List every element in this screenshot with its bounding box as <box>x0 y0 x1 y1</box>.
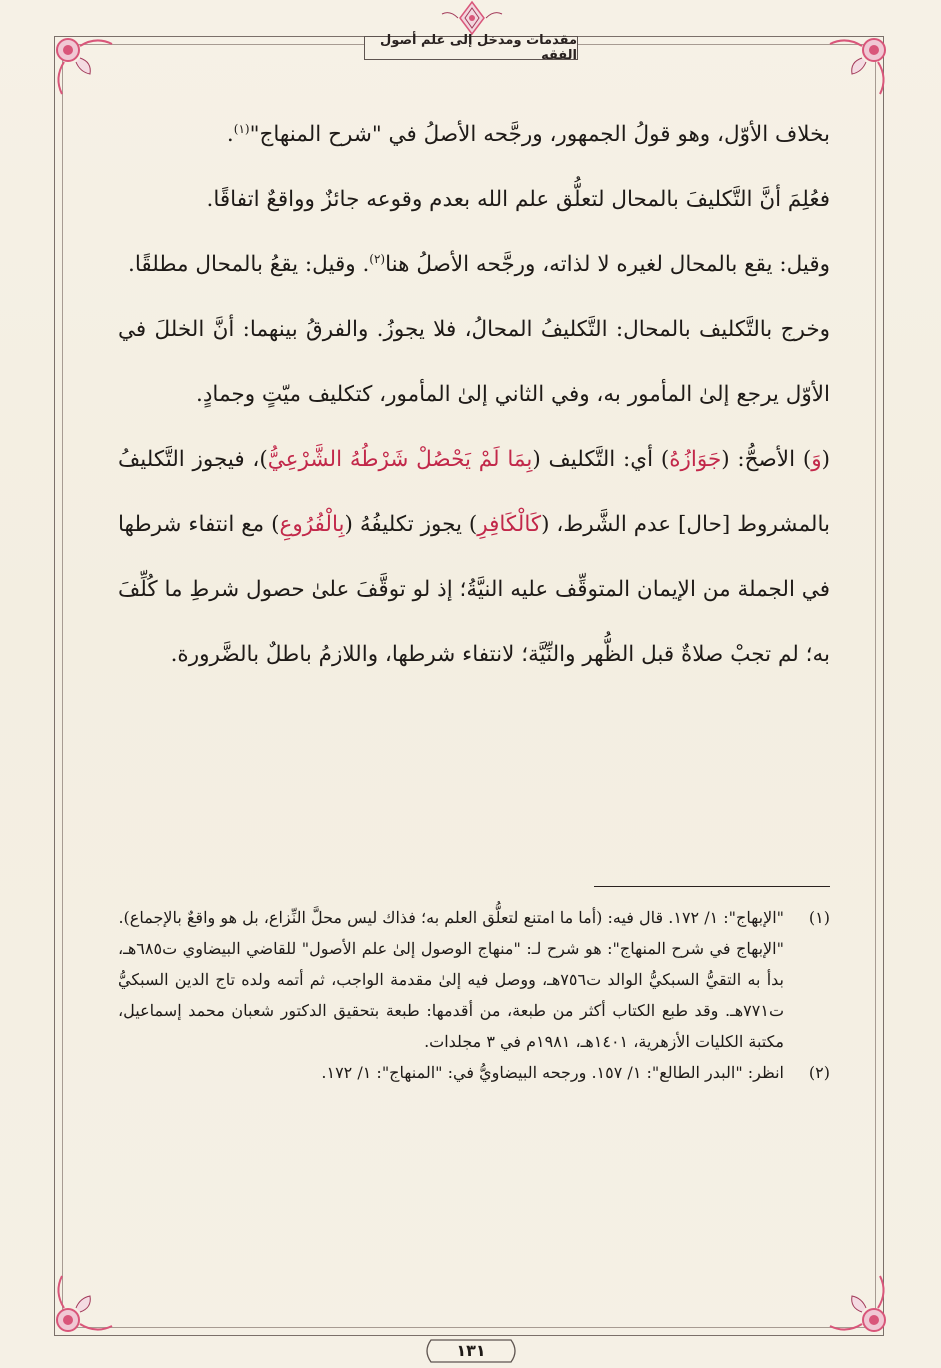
footnote-2-body <box>118 1057 784 1088</box>
floral-corner-ornament-icon <box>50 1268 120 1338</box>
running-header <box>364 33 578 63</box>
paragraph-3 <box>118 232 830 297</box>
paragraph-5-rest: ) مع انتفاء شرطها في الجملة من الإيمان المتوقِّف عليه النيَّةُ؛ إذ لو توقَّفَ علىٰ حصول شرطِ ما كُلِّفَ به؛ لم تجبْ صلاةٌ قبل الظُّهر والنِّيَّة؛ لانتفاء شرطها، واللازمُ باطلٌ بالضَّرورة. <box>118 512 830 667</box>
floral-corner-ornament-icon <box>822 32 892 102</box>
footnote-2-para-1: انظر: "البدر الطالع": ١/ ١٥٧. ورجحه البيضاويُّ في: "المنهاج": ١/ ١٧٢. <box>321 1063 784 1082</box>
paragraph-1-end: . <box>226 122 234 147</box>
paragraph-3-b: . وقيل: يقعُ بالمحال مطلقًا. <box>128 252 370 277</box>
footnote-2 <box>118 1057 830 1088</box>
matn-furu: بِالْفُرُوعِ <box>279 512 345 537</box>
footnote-ref-1: (١) <box>233 121 250 136</box>
paragraph-1-text: بخلاف الأوّل، وهو قولُ الجمهور، ورجَّحه الأصلُ في "شرح المنهاج" <box>249 122 830 147</box>
footnote-ref-2: (٢) <box>369 251 386 266</box>
matn-kafir: كَالْكَافِرِ <box>477 512 542 537</box>
matn-jawazuhu: جَوَازُهُ <box>669 447 722 472</box>
floral-corner-ornament-icon <box>822 1268 892 1338</box>
footnote-separator <box>594 886 830 887</box>
paragraph-2: فعُلِمَ أنَّ التَّكليفَ بالمحال لتعلُّق علم الله بعدم وقوعه جائزٌ وواقعٌ اتفاقًا. <box>206 187 830 212</box>
paragraph-3-a: وقيل: يقع بالمحال لغيره لا لذاته، ورجَّحه الأصلُ هنا <box>385 252 830 277</box>
paragraph-5-part: ) الأصحُّ: ( <box>721 447 812 472</box>
paren: ( <box>821 447 830 472</box>
paragraph-1 <box>118 102 830 167</box>
footnote-2-number: (٢) <box>808 1063 830 1082</box>
paragraph-4: وخرج بالتَّكليف بالمحال: التَّكليفُ المحالُ، فلا يجوزُ. والفرقُ بينهما: أنَّ الخللَ في الأوّل يرجع إلىٰ المأمور به، وفي الثاني إلىٰ المأمور، كتكليف ميّتٍ وجمادٍ. <box>118 317 830 407</box>
footnotes <box>118 902 830 1088</box>
paragraph-5 <box>118 427 830 687</box>
floral-corner-ornament-icon <box>50 32 120 102</box>
paragraph-5-part: ) أي: التَّكليف ( <box>532 447 670 472</box>
matn-wa: وَ <box>811 447 822 472</box>
paragraph-5-part: )، فيجوز التَّكليفُ بالمشروط [حال] عدم الشَّرط، ( <box>118 447 830 537</box>
paragraph-5-part: ) يجوز تكليفُهُ ( <box>344 512 478 537</box>
footnote-1 <box>118 902 830 1057</box>
main-text <box>118 102 830 687</box>
matn-bima: بِمَا لَمْ يَحْصُلْ شَرْطُهُ الشَّرْعِيُّ <box>267 447 533 472</box>
footnote-1-para-2: "الإبهاج في شرح المنهاج": هو شرح لـ: "منهاج الوصول إلىٰ علم الأصول" للقاضي البيضاوي ت٦٨٥هـ، بدأ به التقيُّ السبكيُّ الوالد ت٧٥٦هـ، ووصل فيه إلىٰ مقدمة الواجب، ثم أتمه ولده تاج الدين السبكيُّ ت٧٧١هـ. وقد طبع الكتاب أكثر من طبعة، من أقدمها: طبعة بتحقيق الدكتور شعبان محمد إسماعيل، مكتبة الكليات الأزهرية، ١٤٠١هـ، ١٩٨١م في ٣ مجلدات. <box>118 939 785 1051</box>
footnote-1-body <box>118 902 784 1057</box>
footnote-1-number: (١) <box>808 908 830 927</box>
floral-top-ornament-icon <box>440 0 504 36</box>
running-title: مقدمات ومدخل إلى علم أصول الفقه <box>380 33 577 63</box>
page-number: ١٣١ <box>456 1340 486 1360</box>
footnote-1-para-1: "الإبهاج": ١/ ١٧٢. قال فيه: (أما ما امتنع لتعلُّق العلم به؛ فذاك ليس محلَّ النِّزاع، بل هو واقعٌ بالإجماع). <box>118 908 784 927</box>
